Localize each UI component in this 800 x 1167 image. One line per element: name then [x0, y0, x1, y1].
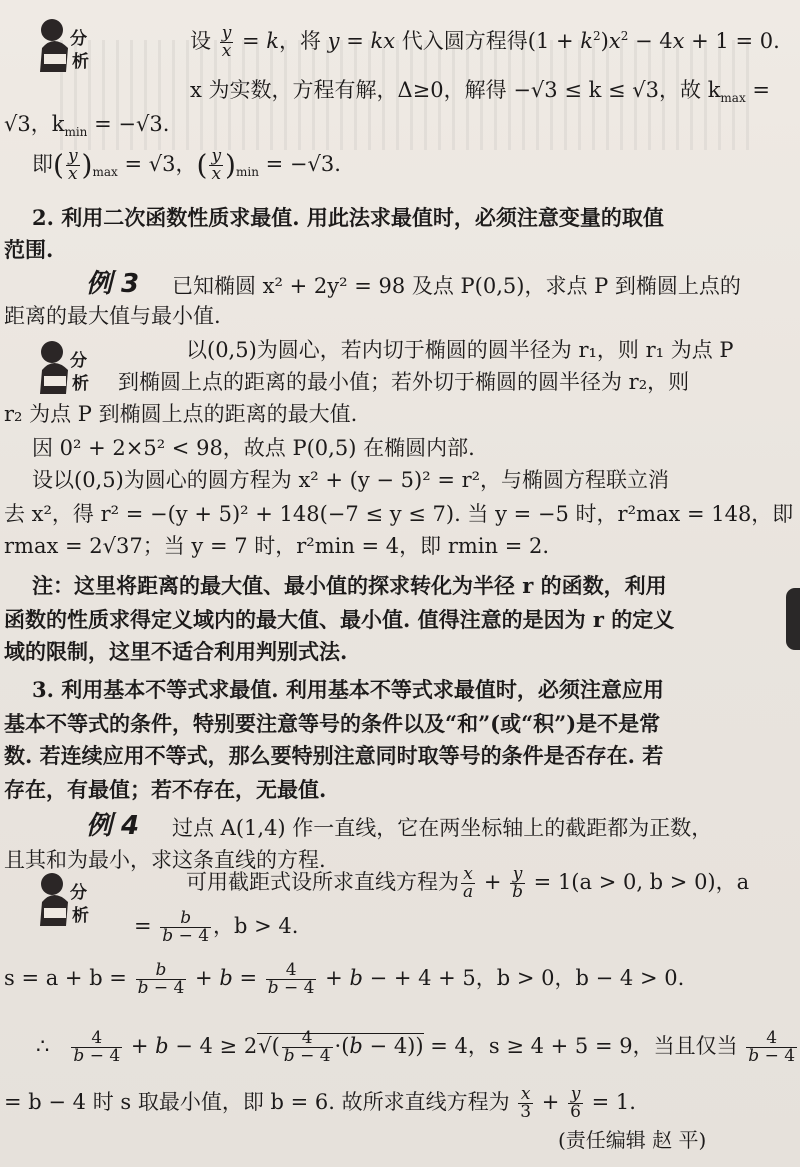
example3-analysis6: 去 x²，得 r² = −(y + 5)² + 148(−7 ≤ y ≤ 7). 当 y = −5 时，r²max = 148，即 [4, 502, 794, 526]
example3-analysis1: 以(0,5)为圆心，若内切于椭圆的圆半径为 r₁，则 r₁ 为点 P [186, 338, 734, 362]
example4-analysis4: ∴ $\frac{4}{b - 4}$ + b − 4 ≥ 2√( $\frac{4}{b - 4}$ ·(b − 4)) = 4，s ≥ 4 + 5 = 9，当且仅当 $\frac{4}{b - 4}$ [36, 1028, 796, 1066]
svg-text:分: 分 [70, 29, 87, 49]
example3-analysis3: r₂ 为点 P 到椭圆上点的距离的最大值. [4, 402, 358, 426]
section3-line4: 存在，有最值；若不存在，无最值. [4, 777, 327, 802]
p1-line4: 即( $\frac{y}{x}$ )$_{max} = √3$，( $\frac{y}{x}$ )$_{min} = -√3$. [32, 146, 341, 184]
example3-line2: 距离的最大值与最小值. [4, 304, 221, 328]
example3-analysis2: 到椭圆上点的距离的最小值；若外切于椭圆的圆半径为 r₂，则 [118, 370, 690, 394]
note-line2: 函数的性质求得定义域内的最大值、最小值. 值得注意的是因为 r 的定义 [4, 607, 675, 632]
note-line1: 注：这里将距离的最大值、最小值的探求转化为半径 r 的函数，利用 [32, 573, 667, 598]
svg-text:析: 析 [72, 374, 89, 394]
svg-text:析: 析 [72, 906, 89, 926]
section3-line2: 基本不等式的条件，特别要注意等号的条件以及“和”(或“积”)是不是常 [4, 711, 661, 736]
reading-boy-icon [36, 336, 106, 398]
p1-line1: 设 $\frac{y}{x}$ = k，将 y = kx 代入圆方程得$(1 + k^2)x^2 - 4x + 1 = 0$. [190, 23, 780, 61]
example4-analysis5: = b − 4 时 s 取最小值，即 b = 6. 故所求直线方程为 $\frac{x}{3}$ + $\frac{y}{6}$ = 1. [4, 1084, 636, 1122]
example3-analysis4: 因 0² + 2×5² < 98，故点 P(0,5) 在椭圆内部. [32, 436, 475, 460]
p1-line3: √3，$k_{min} = -√3$. [4, 112, 170, 140]
example4-analysis1: 可用截距式设所求直线方程为 $\frac{x}{a}$ + $\frac{y}{b}$ = 1(a > 0, b > 0)，a [186, 864, 750, 902]
section2-line2: 范围. [4, 237, 54, 262]
section3-line1: 3. 利用基本不等式求最值. 利用基本不等式求最值时，必须注意应用 [32, 677, 664, 702]
svg-text:分: 分 [70, 351, 87, 371]
svg-text:分: 分 [70, 883, 87, 903]
editor-credit: (责任编辑 赵 平) [558, 1128, 707, 1152]
note-line3: 域的限制，这里不适合利用判别式法. [4, 639, 348, 664]
example3-label: 例 3 [86, 269, 140, 299]
example3-analysis5: 设以(0,5)为圆心的圆方程为 x² + (y − 5)² = r²，与椭圆方程联立消 [32, 468, 670, 492]
example3-line1: 已知椭圆 x² + 2y² = 98 及点 P(0,5)，求点 P 到椭圆上点的 [172, 274, 741, 298]
example4-analysis3: s = a + b = $\frac{b}{b - 4}$ + b = $\frac{4}{b - 4}$ + b − + 4 + 5，b > 0，b − 4 > 0. [4, 960, 685, 998]
section3-line3: 数. 若连续应用不等式，那么要特别注意同时取等号的条件是否存在. 若 [4, 743, 664, 768]
example4-analysis2: = $\frac{b}{b - 4}$ ，b > 4. [134, 908, 299, 946]
reading-boy-icon [36, 868, 106, 930]
page-edge-tab [786, 588, 800, 650]
reading-boy-icon [36, 14, 106, 76]
svg-text:析: 析 [72, 52, 89, 72]
p1-line2: x 为实数，方程有解，Δ≥0，解得 −√3 ≤ k ≤ √3，故 $k_{max}$ = [190, 78, 771, 106]
example4-line2: 且其和为最小，求这条直线的方程. [4, 848, 326, 872]
example4-label: 例 4 [86, 811, 140, 841]
example3-analysis7: rmax = 2√37；当 y = 7 时，r²min = 4，即 rmin = 2. [4, 534, 550, 558]
example4-line1: 过点 A(1,4) 作一直线，它在两坐标轴上的截距都为正数， [172, 816, 713, 840]
section2-line1: 2. 利用二次函数性质求最值. 用此法求最值时，必须注意变量的取值 [32, 205, 664, 230]
